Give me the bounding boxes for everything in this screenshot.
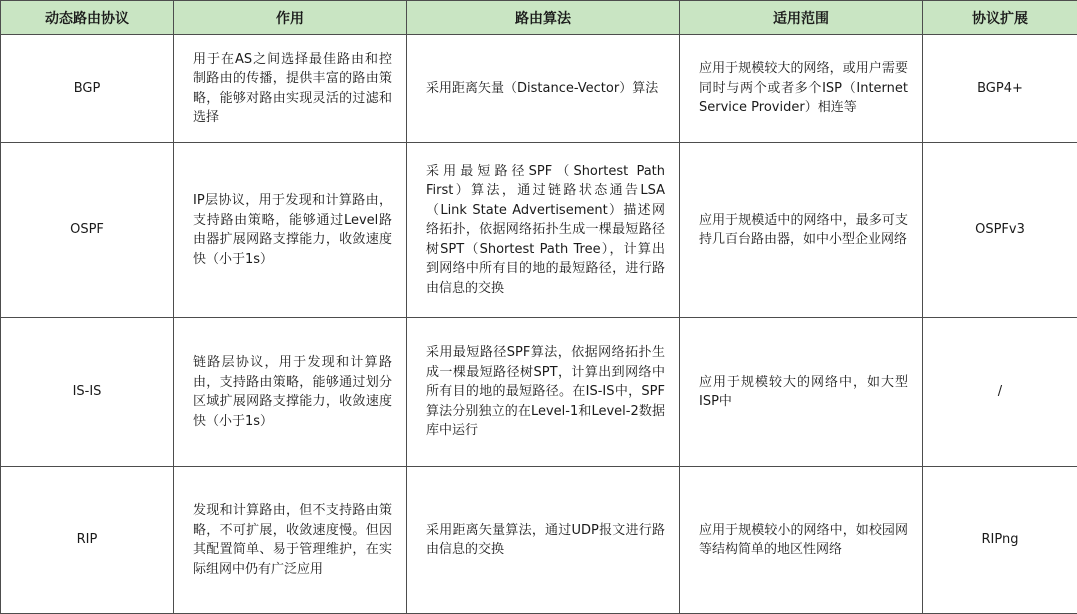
algorithm-cell: 采用距离矢量（Distance-Vector）算法 [407,35,680,143]
extension-cell: RIPng [923,467,1077,614]
role-cell: 链路层协议，用于发现和计算路由，支持路由策略，能够通过划分区域扩展网路支撑能力，收敛速度快（小于1s） [174,318,407,467]
extension-cell: OSPFv3 [923,143,1077,318]
header-scope: 适用范围 [680,1,923,35]
extension-cell: BGP4+ [923,35,1077,143]
scope-cell: 应用于规模适中的网络中，最多可支持几百台路由器，如中小型企业网络 [680,143,923,318]
header-protocol: 动态路由协议 [1,1,174,35]
table-row [1,467,1077,614]
algorithm-cell: 采用距离矢量算法，通过UDP报文进行路由信息的交换 [407,467,680,614]
role-cell: 发现和计算路由，但不支持路由策略，不可扩展，收敛速度慢。但因其配置简单、易于管理维护，在实际组网中仍有广泛应用 [174,467,407,614]
algorithm-cell: 采用最短路径SPF算法，依据网络拓扑生成一棵最短路径树SPT，计算出到网络中所有目的地的最短路径。在IS-IS中，SPF算法分别独立的在Level-1和Level-2数据库中运行 [407,318,680,467]
protocol-cell: IS-IS [1,318,174,467]
header-extension: 协议扩展 [923,1,1077,35]
scope-cell: 应用于规模较小的网络中，如校园网等结构简单的地区性网络 [680,467,923,614]
role-cell: 用于在AS之间选择最佳路由和控制路由的传播，提供丰富的路由策略，能够对路由实现灵活的过滤和选择 [174,35,407,143]
table-row [1,318,1077,467]
protocol-cell: OSPF [1,143,174,318]
protocol-cell: RIP [1,467,174,614]
algorithm-cell: 采用最短路径SPF（Shortest Path First）算法，通过链路状态通告LSA（Link State Advertisement）描述网络拓扑，依据网络拓扑生成一棵最短路径树SPT（Shortest Path Tree），计算出到网络中所有目的地的最短路径，进行路由信息的交换 [407,143,680,318]
extension-cell: / [923,318,1077,467]
protocol-cell: BGP [1,35,174,143]
scope-cell: 应用于规模较大的网络中，如大型ISP中 [680,318,923,467]
header-algorithm: 路由算法 [407,1,680,35]
scope-cell: 应用于规模较大的网络，或用户需要同时与两个或者多个ISP（Internet Service Provider）相连等 [680,35,923,143]
role-cell: IP层协议，用于发现和计算路由，支持路由策略，能够通过Level路由器扩展网路支撑能力，收敛速度快（小于1s） [174,143,407,318]
table-row [1,143,1077,318]
table-row [1,35,1077,143]
header-role: 作用 [174,1,407,35]
header-row [1,1,1077,35]
